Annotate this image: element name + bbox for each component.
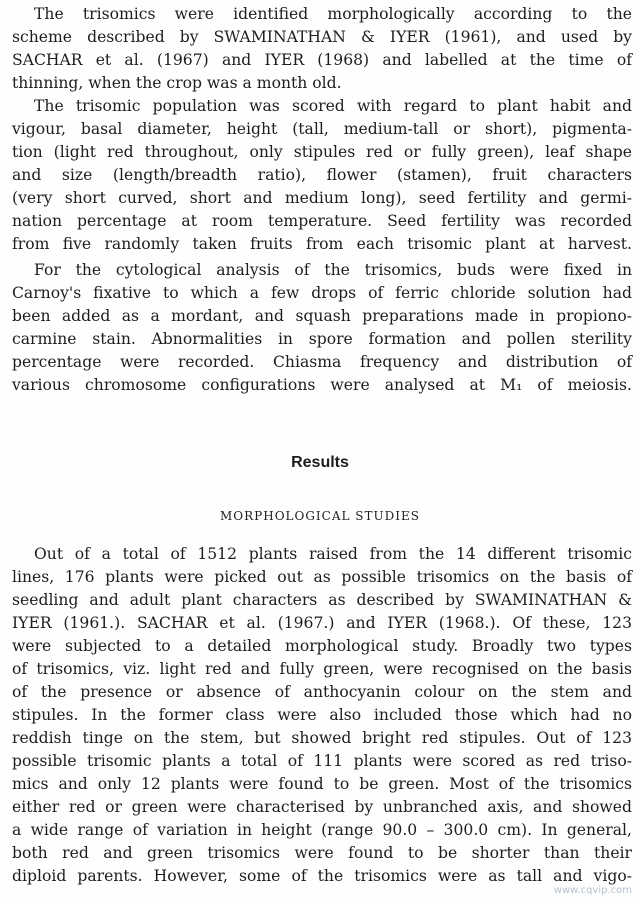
text-line: The trisomics were identified morphologically according to the bbox=[34, 5, 632, 23]
text-line: been added as a mordant, and squash preparations made in propiono- bbox=[12, 307, 632, 325]
text-line: either red or green were characterised by unbranched axis, and showed bbox=[12, 798, 632, 816]
text-line: Out of a total of 1512 plants raised from the 14 different trisomic bbox=[34, 545, 632, 563]
text-line: from five randomly taken fruits from each trisomic plant at harvest. bbox=[12, 235, 632, 253]
text-line: carmine stain. Abnormalities in spore formation and pollen sterility bbox=[12, 330, 632, 348]
subsection-heading: MORPHOLOGICAL STUDIES bbox=[220, 509, 420, 523]
text-line: possible trisomic plants a total of 111 plants were scored as red triso- bbox=[12, 752, 632, 770]
text-line: percentage were recorded. Chiasma frequency and distribution of bbox=[12, 353, 632, 371]
text-line: both red and green trisomics were found to be shorter than their bbox=[12, 844, 632, 862]
text-line: IYER (1961.). SACHAR et al. (1967.) and IYER (1968.). Of these, 123 bbox=[12, 614, 632, 632]
section-heading: Results bbox=[291, 454, 349, 471]
text-line: stipules. In the former class were also included those which had no bbox=[12, 706, 632, 724]
text-line: were subjected to a detailed morphological study. Broadly two types bbox=[12, 637, 632, 655]
text-line: various chromosome configurations were analysed at M₁ of meiosis. bbox=[12, 376, 632, 394]
text-line: nation percentage at room temperature. Seed fertility was recorded bbox=[12, 212, 632, 230]
text-line: (very short curved, short and medium long), seed fertility and germi- bbox=[12, 189, 632, 207]
text-line: reddish tinge on the stem, but showed bright red stipules. Out of 123 bbox=[12, 729, 632, 747]
text-line: scheme described by SWAMINATHAN & IYER (1961), and used by bbox=[12, 28, 632, 46]
text-line: seedling and adult plant characters as described by SWAMINATHAN & bbox=[12, 591, 632, 609]
text-line: vigour, basal diameter, height (tall, medium-tall or short), pigmenta- bbox=[12, 120, 632, 138]
text-line: mics and only 12 plants were found to be green. Most of the trisomics bbox=[12, 775, 632, 793]
text-line: Carnoy's fixative to which a few drops of ferric chloride solution had bbox=[12, 284, 632, 302]
text-line: tion (light red throughout, only stipules red or fully green), leaf shape bbox=[12, 143, 632, 161]
text-line: The trisomic population was scored with regard to plant habit and bbox=[34, 97, 632, 115]
watermark: www.cqvip.com bbox=[553, 885, 632, 896]
text-line: lines, 176 plants were picked out as possible trisomics on the basis of bbox=[12, 568, 632, 586]
text-line: of trisomics, viz. light red and fully green, were recognised on the basis bbox=[12, 660, 632, 678]
text-line: thinning, when the crop was a month old. bbox=[12, 74, 342, 92]
text-line: diploid parents. However, some of the trisomics were as tall and vigo- bbox=[12, 867, 632, 885]
text-line: of the presence or absence of anthocyanin colour on the stem and bbox=[12, 683, 632, 701]
text-line: SACHAR et al. (1967) and IYER (1968) and labelled at the time of bbox=[12, 51, 632, 69]
text-line: a wide range of variation in height (range 90.0 – 300.0 cm). In general, bbox=[12, 821, 632, 839]
text-line: and size (length/breadth ratio), flower (stamen), fruit characters bbox=[12, 166, 632, 184]
text-line: For the cytological analysis of the trisomics, buds were fixed in bbox=[34, 261, 632, 279]
